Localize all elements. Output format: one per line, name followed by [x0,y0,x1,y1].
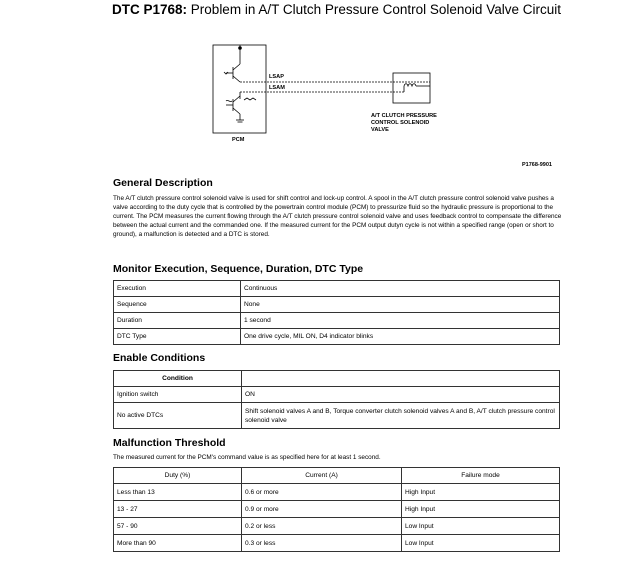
table-cell: Low Input [402,535,560,552]
wire-lsap-label: LSAP [269,74,284,80]
table-row [114,501,560,518]
table-row [114,313,560,329]
table-cell: Ignition switch [114,387,242,403]
table-cell: More than 90 [114,535,242,552]
table-cell: None [241,297,560,313]
sense-resistor-icon [244,98,256,100]
table-cell: Sequence [114,297,241,313]
valve-label-line: VALVE [371,127,389,133]
general-description-heading: General Description [113,177,213,189]
table-cell: Less than 13 [114,484,242,501]
pcm-label: PCM [232,137,245,143]
table-cell: Duration [114,313,241,329]
table-cell: 13 - 27 [114,501,242,518]
table-row [114,535,560,552]
table-cell: ON [242,387,560,403]
table-cell: No active DTCs [114,403,242,429]
monitor-heading: Monitor Execution, Sequence, Duration, DTC Type [113,263,364,275]
monitor-table [113,280,560,345]
solenoid-coil-icon [404,84,416,86]
malfunction-threshold-table [113,467,560,552]
figure-id: P1768-9901 [522,162,552,168]
table-header-cell: Condition [114,371,242,387]
table-row [114,297,560,313]
table-cell: One drive cycle, MIL ON, D4 indicator blinks [241,329,560,345]
valve-label-line: CONTROL SOLENOID [371,120,430,126]
table-cell: 57 - 90 [114,518,242,535]
table-cell: Continuous [241,281,560,297]
table-row [114,484,560,501]
table-header-row [114,468,560,484]
malfunction-intro-text: The measured current for the PCM's command value is as specified here for at least 1 second. [113,454,381,461]
table-cell: 0.2 or less [242,518,402,535]
dtc-code: DTC P1768: [112,2,188,17]
table-cell: DTC Type [114,329,241,345]
table-header-cell: Duty (%) [114,468,242,484]
wire-lsam-label: LSAM [269,85,285,91]
valve-label-line: A/T CLUTCH PRESSURE [371,113,437,119]
table-cell: Low Input [402,518,560,535]
table-cell: High Input [402,484,560,501]
table-header-cell: Current (A) [242,468,402,484]
table-header-cell [242,371,560,387]
table-cell: Execution [114,281,241,297]
transistor-upper-icon [224,57,240,82]
enable-conditions-table [113,370,560,429]
table-row [114,518,560,535]
table-cell: 0.6 or more [242,484,402,501]
table-header-row [114,371,560,387]
circuit-diagram [0,0,622,160]
table-header-cell: Failure mode [402,468,560,484]
enable-conditions-heading: Enable Conditions [113,352,206,364]
table-cell: 0.3 or less [242,535,402,552]
table-cell: 0.9 or more [242,501,402,518]
general-description-text: The A/T clutch pressure control solenoid valve is used for shift control and lock-up control. A spool in the A/T clutch pressure control solenoid valve pushes a valve according to the duty cycle that is controlled by the powertrain control module (PCM) to pressurize fluid so the hydraulic pressure is proportional to the current. The PCM measures the current flowing through the A/T clutch pressure control solenoid valve and uses feedback control to compensate the difference between the actual current and the commanded one. If the measured current for the PCM output dutyn cycle is not within a specified range (open or short to ground), a malfunction is detected and a DTC is stored. [113,195,562,239]
table-row [114,387,560,403]
table-cell: High Input [402,501,560,518]
dtc-title-text: Problem in A/T Clutch Pressure Control Solenoid Valve Circuit [190,2,561,17]
table-row [114,281,560,297]
malfunction-threshold-heading: Malfunction Threshold [113,437,226,449]
table-row [114,403,560,429]
valve-label [371,113,437,134]
table-cell: Shift solenoid valves A and B, Torque converter clutch solenoid valves A and B, A/T clutch pressure control solenoid valve [242,403,560,429]
transistor-lower-icon [226,92,244,122]
table-cell: 1 second [241,313,560,329]
table-row [114,329,560,345]
solenoid-valve-box [393,73,430,103]
